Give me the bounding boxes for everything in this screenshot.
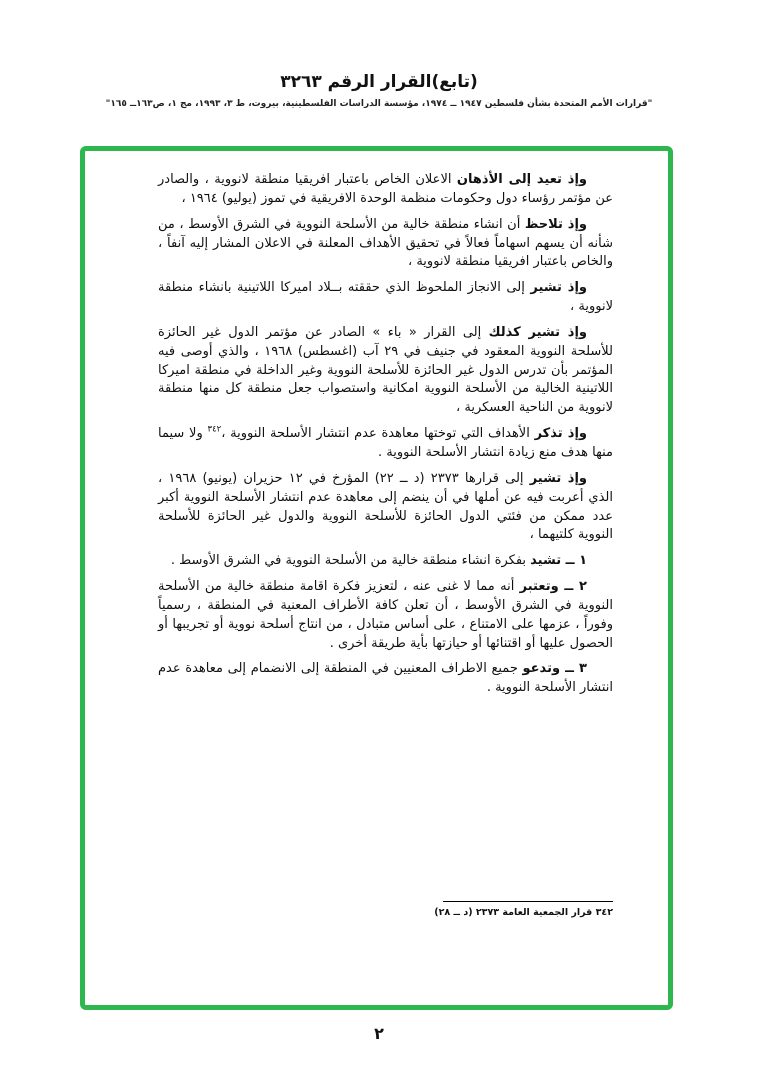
page-number: ٢ xyxy=(374,1024,384,1043)
paragraph-text: إلى الانجاز الملحوظ الذي حققته بــلاد اميركا اللاتينية بانشاء منطقة لانووية ، xyxy=(158,280,613,315)
paragraph-lead: وتعتبر xyxy=(519,579,559,595)
paragraph-text: الأهداف التي توختها معاهدة عدم انتشار الأسلحة النووية ، xyxy=(221,426,535,442)
paragraph xyxy=(158,578,613,653)
paragraph-number: ١ ــ xyxy=(561,553,587,569)
paragraph xyxy=(158,660,613,698)
source-citation: "قرارات الأمم المتحدة بشأن فلسطين ١٩٤٧ ــ ١٩٧٤، مؤسسة الدراسات الفلسطينية، بيروت، ط ٣، ١٩٩٣، مج ١، ص١٦٣ــ ١٦٥" xyxy=(105,99,653,109)
paragraph-text: إلى قرارها ٢٣٧٣ (د ــ ٢٢) المؤرخ في ١٢ حزيران (يونيو) ١٩٦٨ ، الذي أعربت فيه عن أملها في أن ينضم إلى معاهدة عدم انتشار الأسلحة النووية أكبر عدد ممكن من فئتي الدول الحائزة للأسلحة النووية والدول غير الحائزة للأسلحة النووية كلتيهما ، xyxy=(158,470,613,543)
paragraph-lead: وإذ تذكر xyxy=(534,426,587,442)
paragraph xyxy=(158,324,613,418)
paragraph-number: ٢ ــ xyxy=(558,579,587,595)
resolution-text xyxy=(158,171,613,705)
paragraph xyxy=(158,470,613,545)
document-border-frame xyxy=(80,146,673,1010)
paragraph-text: أن انشاء منطقة خالية من الأسلحة النووية في الشرق الأوسط ، من شأنه أن يسهم اسهاماً فعالاً في تحقيق الأهداف المعلنة في الاعلان المشار إليه آنفاً ، والخاص باعتبار افريقيا منطقة لانووية ، xyxy=(158,216,613,270)
paragraph xyxy=(158,425,613,463)
footnote-text: ٣٤٢ قرار الجمعية العامة ٢٣٧٣ (د ــ ٢٨) xyxy=(434,907,613,918)
paragraph-lead: وإذ تشير كذلك xyxy=(488,324,587,340)
paragraph-text: جميع الاطراف المعنيين في المنطقة إلى الانضمام إلى معاهدة عدم انتشار الأسلحة النووية . xyxy=(158,661,613,696)
paragraph-text: بفكرة انشاء منطقة خالية من الأسلحة النووية في الشرق الأوسط . xyxy=(170,553,531,569)
paragraph xyxy=(158,171,613,209)
paragraph-text: ولا سيما منها هدف منع زيادة انتشار الأسلحة النووية . xyxy=(158,426,613,460)
paragraph xyxy=(158,216,613,273)
paragraph-lead: وإذ تلاحظ xyxy=(524,216,588,232)
paragraph xyxy=(158,552,613,571)
footnote-reference: ٣٤٢ xyxy=(207,424,222,435)
footnote-area xyxy=(398,901,613,918)
paragraph-lead: وتدعو xyxy=(522,661,561,677)
paragraph-text: أنه مما لا غنى عنه ، لتعزيز فكرة اقامة منطقة خالية من الأسلحة النووية في الشرق الأوسط ، أن تعلن كافة الأطراف المعنية في المنطقة ، رسمياً وفوراً ، عزمها على الامتناع ، على أساس متبادل ، من انتاج أسلحة نووية أو تجريبها أو الحصول عليها أو اقتنائها أو حيازتها بأية طريقة أخرى . xyxy=(158,579,613,651)
paragraph-text: الاعلان الخاص باعتبار افريقيا منطقة لانووية ، والصادر عن مؤتمر رؤساء دول وحكومات منظمة الوحدة الافريقية في تموز (يوليو) ١٩٦٤ ، xyxy=(158,172,613,206)
paragraph-lead: تشيد xyxy=(530,553,562,569)
paragraph-lead: وإذ تشير xyxy=(529,470,587,486)
paragraph-lead: وإذ تشير xyxy=(530,280,587,296)
paragraph-number: ٣ ــ xyxy=(560,661,587,677)
page-title: (تابع)القرار الرقم ٣٢٦٣ xyxy=(280,72,478,92)
paragraph-lead: وإذ تعيد إلى الأذهان xyxy=(456,172,587,187)
paragraph xyxy=(158,279,613,317)
paragraph-text: إلى القرار « باء » الصادر عن مؤتمر الدول غير الحائزة للأسلحة النووية المعقود في جنيف في ٢٩ آب (اغسطس) ١٩٦٨ ، والذي أوصى فيه المؤتمر بأن تدرس الدول غير الحائزة للأسلحة النووية وغير الداخلة في منطقة اميركا اللاتينية الخالية من الأسلحة النووية امكانية واستصواب جعل منطقة كل منها منطقة لانووية من الناحية العسكرية ، xyxy=(158,324,613,416)
